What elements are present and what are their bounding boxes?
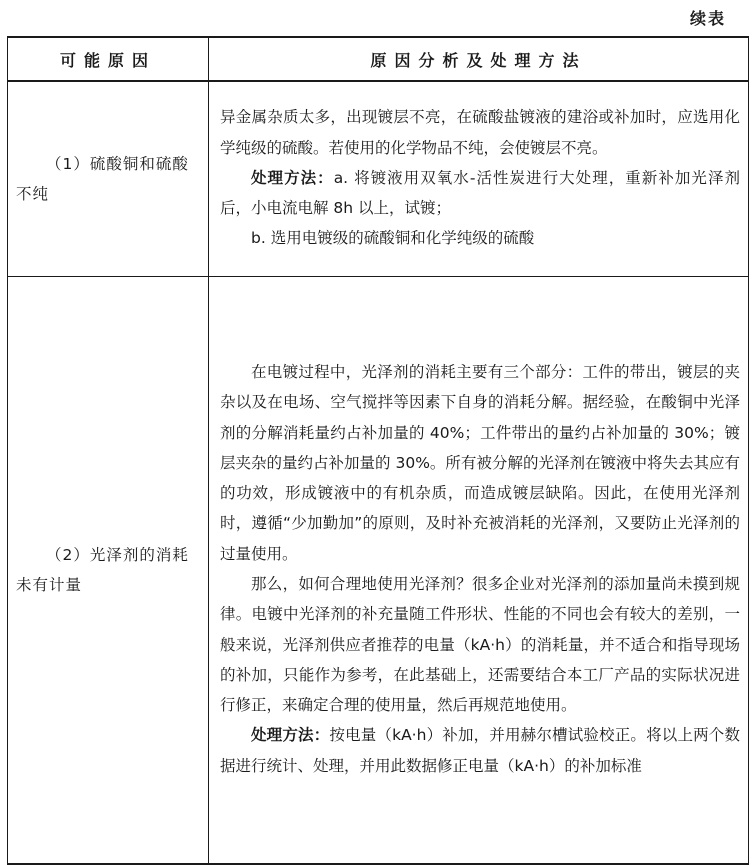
cause-cell: [8, 277, 209, 865]
table-row: [8, 81, 749, 277]
table-header-row: [8, 37, 749, 81]
analysis-paragraph: 在电镀过程中，光泽剂的消耗主要有三个部分：工件的带出，镀层的夹杂以及在电场、空气搅拌等因素下自身的消耗分解。据经验，在酸铜中光泽剂的分解消耗量约占补加量的 40%；工件带出的量约占补加量的 30%；镀层夹杂的量约占补加量的 30%。所有被分解的光泽剂在镀液中将失去其应有的功效，形成镀液中的有机杂质，而造成镀层缺陷。因此，在使用光泽剂时，遵循“少加勤加”的原则，及时补充被消耗的光泽剂，又要防止光泽剂的过量使用。: [220, 362, 740, 563]
treatment-paragraph: b. 选用电镀级的硫酸铜和化学纯级的硫酸: [251, 229, 535, 248]
table-row: [8, 277, 749, 865]
cause-analysis-table: [7, 36, 749, 865]
continued-label: 续表: [689, 9, 726, 28]
cause-text: （1）硫酸铜和硫酸不纯: [16, 155, 189, 203]
analysis-cell: [209, 81, 749, 277]
cause-text: （2）光泽剂的消耗未有计量: [16, 546, 189, 594]
header-possible-cause: 可能原因: [8, 37, 209, 81]
treatment-label: 处理方法：: [251, 726, 330, 745]
analysis-paragraph: 异金属杂质太多，出现镀层不亮，在硫酸盐镀液的建浴或补加时，应选用化学纯级的硫酸。若使用的化学物品不纯，会使镀层不亮。: [220, 108, 740, 157]
header-analysis-method: 原因分析及处理方法: [209, 37, 749, 81]
analysis-paragraph: 那么，如何合理地使用光泽剂？很多企业对光泽剂的添加量尚未摸到规律。电镀中光泽剂的补充量随工件形状、性能的不同也会有较大的差别，一般来说，光泽剂供应者推荐的电量（kA·h）的消耗量，并不适合和指导现场的补加，只能作为参考，在此基础上，还需要结合本工厂产品的实际状况进行修正，来确定合理的使用量，然后再规范地使用。: [220, 575, 740, 715]
analysis-cell: [209, 277, 749, 865]
treatment-label: 处理方法：: [251, 168, 334, 187]
cause-cell: [8, 81, 209, 277]
treatment-paragraph: 处理方法：按电量（kA·h）补加，并用赫尔槽试验校正。将以上两个数据进行统计、处理，并用此数据修正电量（kA·h）的补加标准: [220, 726, 740, 775]
treatment-paragraph: 处理方法：a. 将镀液用双氧水-活性炭进行大处理，重新补加光泽剂后，小电流电解 8h 以上，试镀；: [220, 168, 740, 218]
